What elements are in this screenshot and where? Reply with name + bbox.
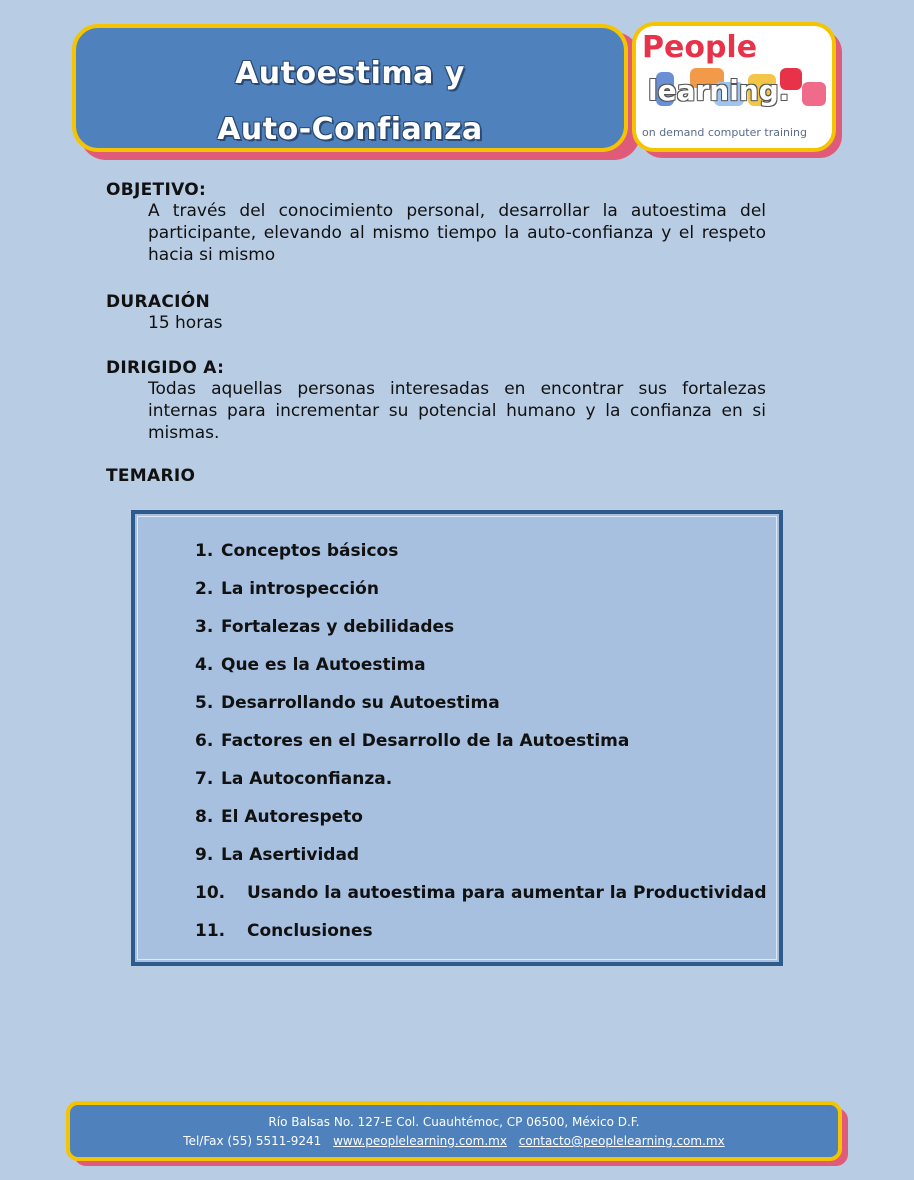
temario-item-text: El Autorespeto bbox=[221, 807, 363, 827]
objetivo-text: A través del conocimiento personal, desarrollar la autoestima del participante, elevando al mismo tiempo la auto-confianza y el respeto hacia si mismo bbox=[148, 201, 766, 265]
temario-heading: TEMARIO bbox=[106, 466, 196, 486]
footer-email-link[interactable]: contacto@peoplelearning.com.mx bbox=[518, 1134, 725, 1148]
temario-item-text: La Asertividad bbox=[221, 845, 360, 865]
temario-item bbox=[195, 769, 392, 789]
temario-item-text: Conceptos básicos bbox=[221, 541, 399, 561]
temario-item-number: 11. bbox=[195, 921, 226, 941]
footer-website-link[interactable]: www.peoplelearning.com.mx bbox=[333, 1134, 507, 1148]
temario-item bbox=[195, 921, 373, 941]
temario-item bbox=[195, 883, 767, 903]
temario-item-number: 1. bbox=[195, 541, 214, 561]
footer-address: Río Balsas No. 127-E Col. Cuauhtémoc, CP 06500, México D.F. bbox=[268, 1115, 640, 1129]
temario-item-text: Usando la autoestima para aumentar la Productividad bbox=[247, 883, 767, 903]
objetivo-heading: OBJETIVO: bbox=[106, 180, 207, 200]
temario-item-number: 9. bbox=[195, 845, 214, 865]
temario-item bbox=[195, 693, 500, 713]
temario-item-number: 7. bbox=[195, 769, 214, 789]
duracion-text: 15 horas bbox=[148, 313, 223, 333]
temario-item bbox=[195, 731, 629, 751]
dirigido-section bbox=[106, 358, 766, 444]
footer-phone: Tel/Fax (55) 5511-9241 bbox=[183, 1134, 322, 1148]
page-title-line1: Autoestima y bbox=[235, 56, 465, 91]
dirigido-heading: DIRIGIDO A: bbox=[106, 358, 225, 378]
temario-item bbox=[195, 807, 363, 827]
temario-item-number: 3. bbox=[195, 617, 214, 637]
temario-item bbox=[195, 617, 454, 637]
temario-item-text: Que es la Autoestima bbox=[221, 655, 426, 675]
temario-item-number: 6. bbox=[195, 731, 214, 751]
people-learning-logo bbox=[632, 22, 836, 152]
temario-item bbox=[195, 579, 379, 599]
logo-word-learning: learning. bbox=[648, 74, 790, 107]
temario-item-number: 5. bbox=[195, 693, 214, 713]
duracion-section bbox=[106, 292, 766, 334]
objetivo-section bbox=[106, 180, 766, 266]
dirigido-text: Todas aquellas personas interesadas en encontrar sus fortalezas internas para incrementar su potencial humano y la confianza en si mismas. bbox=[148, 379, 766, 443]
temario-item bbox=[195, 655, 426, 675]
title-banner bbox=[72, 24, 628, 152]
temario-item bbox=[195, 541, 398, 561]
temario-item-number: 8. bbox=[195, 807, 214, 827]
temario-item-text: La Autoconfianza. bbox=[221, 769, 393, 789]
temario-item-text: Conclusiones bbox=[247, 921, 373, 941]
temario-section bbox=[106, 466, 766, 486]
temario-item-number: 2. bbox=[195, 579, 214, 599]
temario-item-text: Desarrollando su Autoestima bbox=[221, 693, 500, 713]
footer-bar bbox=[66, 1101, 842, 1161]
temario-item-text: Fortalezas y debilidades bbox=[221, 617, 455, 637]
temario-item-text: La introspección bbox=[221, 579, 379, 599]
logo-tagline: on demand computer training bbox=[642, 126, 808, 139]
temario-box bbox=[131, 510, 783, 966]
temario-item-number: 10. bbox=[195, 883, 226, 903]
page-title-line2: Auto-Confianza bbox=[217, 112, 483, 147]
duracion-heading: DURACIÓN bbox=[106, 292, 211, 312]
temario-item-text: Factores en el Desarrollo de la Autoestima bbox=[221, 731, 630, 751]
logo-word-people: People bbox=[642, 30, 758, 65]
temario-item bbox=[195, 845, 359, 865]
temario-item-number: 4. bbox=[195, 655, 214, 675]
footer-contact-line bbox=[70, 1134, 838, 1148]
